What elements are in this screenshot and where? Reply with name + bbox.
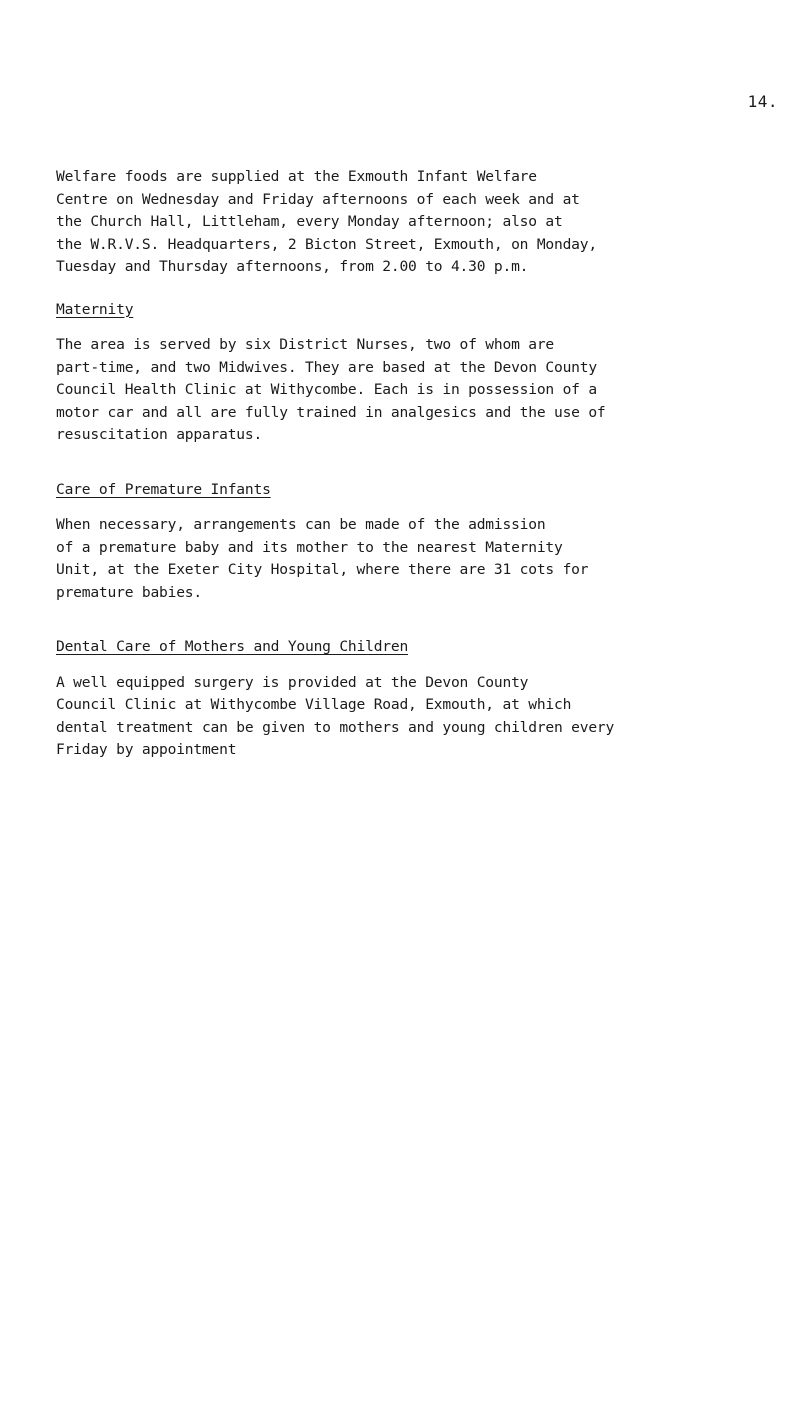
dental-care-paragraph: A well equipped surgery is provided at the Devon County Council Clinic at Withycombe Village Road, Exmouth, at which dental treatment can be given to mothers and young children every Friday by appointment (56, 673, 615, 758)
premature-infants-heading: Care of Premature Infants (56, 480, 271, 498)
premature-infants-paragraph: When necessary, arrangements can be made of the admission of a premature baby and its mother to the nearest Maternity Unit, at the Exeter City Hospital, where there are 31 cots for premature babies. (56, 516, 589, 601)
maternity-paragraph: The area is served by six District Nurses, two of whom are part-time, and two Midwives. They are based at the Devon County Council Health Clinic at Withycombe. Each is in possession of a motor car and all are fully trained in analgesics and the use of resuscitation apparatus. (56, 336, 606, 443)
welfare-foods-paragraph: Welfare foods are supplied at the Exmouth Infant Welfare Centre on Wednesday and Friday afternoons of each week and at the Church Hall, Littleham, every Monday afternoon; also at the W.R.V.S. Headquarters, 2 Bicton Street, Exmouth, on Monday, Tuesday and Thursday afternoons, from 2.00 to 4.30 p.m. (56, 168, 597, 275)
document-body (56, 166, 784, 762)
dental-care-heading: Dental Care of Mothers and Young Children (56, 638, 409, 655)
maternity-heading: Maternity (56, 300, 134, 318)
page-number: 14. (747, 92, 778, 111)
